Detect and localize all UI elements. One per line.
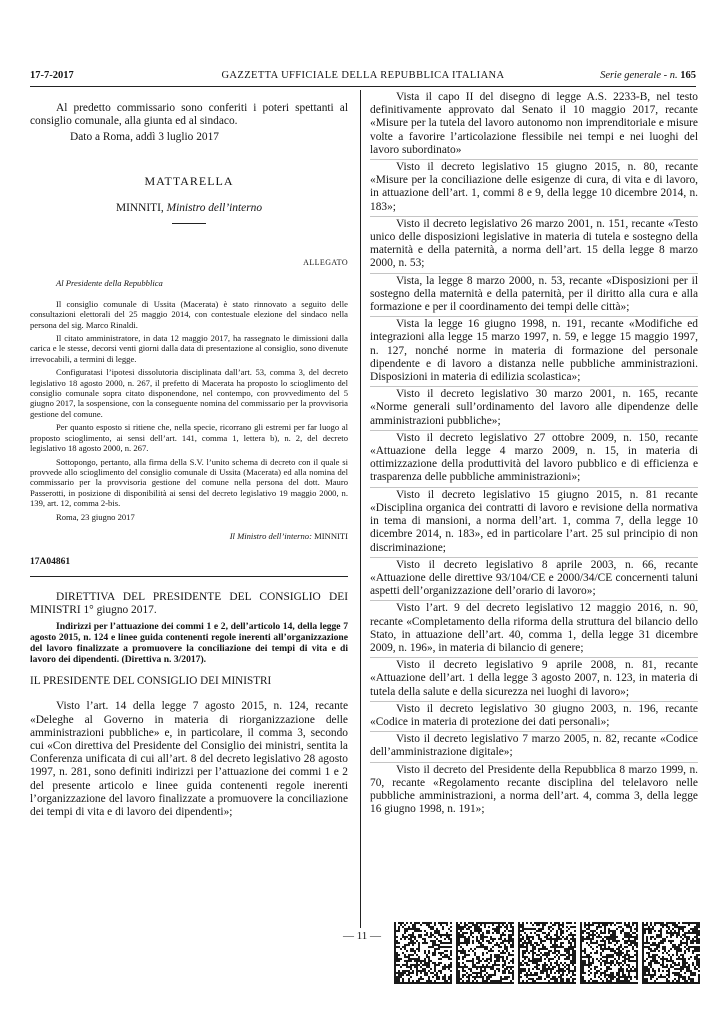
report-signature: Il Ministro dell’interno: MINNITI bbox=[229, 530, 348, 541]
signature-president: MATTARELLA bbox=[144, 173, 234, 188]
recital: Vista, la legge 8 marzo 2000, n. 53, recante «Disposizioni per il sostegno della maternità e della paternità, per il diritto alla cura e alla formazione e per il coordinamento dei tempi delle città»; bbox=[370, 274, 698, 318]
recital: Vista il capo II del disegno di legge A.S. 2233-B, nel testo definitivamente approvato dal Senato il 10 maggio 2017, recante «Misure per la tutela del lavoro autonomo non imprenditoriale e misure volte a favorire l’articolazione flessibile nei tempi e nei luoghi del lavoro subordinato» bbox=[370, 90, 698, 160]
recital: Visto il decreto legislativo 30 giugno 2003, n. 196, recante «Codice in materia di protezione dei dati personali»; bbox=[370, 702, 698, 732]
right-column bbox=[370, 90, 698, 818]
recital: Visto il decreto legislativo 30 marzo 2001, n. 165, recante «Norme generali sull’ordinamento del lavoro alle dipendenze delle amministrazioni pubbliche»; bbox=[370, 387, 698, 431]
issuer-heading: IL PRESIDENTE DEL CONSIGLIO DEI MINISTRI bbox=[30, 675, 272, 688]
page-header bbox=[30, 70, 696, 86]
recital: Visto il decreto legislativo 8 aprile 2003, n. 66, recante «Attuazione delle direttive 93/104/CE e 2000/34/CE concernenti taluni aspetti dell’organizzazione dell’orario di lavoro»; bbox=[370, 558, 698, 602]
header-issue: Serie generale - n. 165 bbox=[600, 70, 696, 81]
signature-rule bbox=[172, 223, 206, 224]
recital: Visto il decreto legislativo 15 giugno 2015, n. 80, recante «Misure per la conciliazione delle esigenze di cura, di vita e di lavoro, in attuazione dell’art. 1, commi 8 e 9, della legge 10 dicembre 2014, n. 183»; bbox=[370, 160, 698, 217]
date-line: Dato a Roma, addì 3 luglio 2017 bbox=[70, 131, 220, 144]
paragraph: Visto l’art. 14 della legge 7 agosto 2015, n. 124, recante «Deleghe al Governo in materia di riorganizzazione delle amministrazioni pubbliche» e, in particolare, il comma 3, secondo cui «Con direttiva del Presidente del Consiglio dei ministri, sentita la Conferenza unificata di cui all’art. 8 del decreto legislativo 28 agosto 1997, n. 281, sono definiti indirizzi per l’attuazione dei commi 1 e 2 del presente articolo e linee guida contenenti regole inerenti l’organizzazione del lavoro finalizzate a promuovere la conciliazione dei tempi di vita e di lavoro dei dipendenti»; bbox=[30, 700, 348, 818]
recital: Visto il decreto legislativo 7 marzo 2005, n. 82, recante «Codice dell’amministrazione digitale»; bbox=[370, 732, 698, 762]
signature-minister: MINNITI, Ministro dell’interno bbox=[115, 201, 263, 214]
recital: Visto il decreto legislativo 15 giugno 2015, n. 81 recante «Disciplina organica dei contratti di lavoro e revisione della normativa in tema di mansioni, a norma dell’art. 1, comma 7, della legge 10 dicembre 2014, n. 183», ed in particolare l’art. 25 sul principio di non discriminazione; bbox=[370, 488, 698, 558]
report-paragraph: Il citato amministratore, in data 12 maggio 2017, ha rassegnato le dimissioni dalla carica e le stesse, decorsi venti giorni dalla data di presentazione al consiglio, sono divenute irrevocabili, a termini di legge. bbox=[30, 333, 348, 364]
header-date: 17-7-2017 bbox=[30, 70, 74, 81]
directive-subtitle: Indirizzi per l’attuazione dei commi 1 e 2, dell’articolo 14, della legge 7 agosto 2015, n. 124 e linee guida contenenti regole inerenti all’organizzazione del lavoro finalizzate a promuovere la conciliazione dei tempi di vita e di lavoro dei dipendenti. (Direttiva n. 3/2017). bbox=[30, 621, 348, 666]
report-paragraph: Per quanto esposto si ritiene che, nella specie, ricorrano gli estremi per far luogo al proposto scioglimento, ai sensi dell’art. 141, comma 1, lettera b), n. 2, del decreto legislativo 18 agosto 2000, n. 267. bbox=[30, 422, 348, 454]
left-column bbox=[30, 90, 348, 822]
addressee: Al Presidente della Repubblica bbox=[56, 278, 163, 289]
recital: Visto il decreto del Presidente della Repubblica 8 marzo 1999, n. 70, recante «Regolamento recante disciplina del telelavoro nelle pubbliche amministrazioni, a norma dell’art. 4, comma 3, della legge 16 giugno 1998, n. 191»; bbox=[370, 763, 698, 816]
report-date: Roma, 23 giugno 2017 bbox=[56, 511, 135, 522]
paragraph: Al predetto commissario sono conferiti i poteri spettanti al consiglio comunale, alla giunta ed al sindaco. bbox=[30, 102, 348, 128]
section-rule bbox=[30, 576, 348, 577]
recital: Visto il decreto legislativo 26 marzo 2001, n. 151, recante «Testo unico delle disposizioni legislative in materia di tutela e sostegno della maternità e della paternità, a norma dell’art. 15 della legge 8 marzo 2000, n. 53; bbox=[370, 217, 698, 274]
recital: Visto il decreto legislativo 9 aprile 2008, n. 81, recante «Attuazione dell’art. 1 della legge 3 agosto 2007, n. 123, in materia di tutela della salute e della sicurezza nei luoghi di lavoro»; bbox=[370, 658, 698, 702]
document-code: 17A04861 bbox=[30, 557, 71, 568]
recital: Vista la legge 16 giugno 1998, n. 191, recante «Modifiche ed integrazioni alla legge 15 marzo 1997, n. 59, e legge 15 maggio 1997, n. 127, nonché norme in materia di formazione del personale dipendente e di lavoro a distanza nelle pubbliche amministrazioni. Disposizioni in materia di edilizia scolastica»; bbox=[370, 317, 698, 387]
page-number: — 11 — bbox=[342, 930, 382, 942]
report-paragraph: Sottopongo, pertanto, alla firma della S.V. l’unito schema di decreto con il quale si provvede allo scioglimento del consiglio comunale di Ussita (Macerata) ed alla nomina del commissario per la provvisoria gestione del comune nella persona del dott. Mauro Passerotti, in posizione di disponibilità ai sensi del decreto legislativo 19 maggio 2000, n. 139, art. 12, comma 2-bis. bbox=[30, 456, 348, 509]
directive-title: DIRETTIVA DEL PRESIDENTE DEL CONSIGLIO DEI MINISTRI 1° giugno 2017. bbox=[30, 590, 348, 616]
recital: Visto il decreto legislativo 27 ottobre 2009, n. 150, recante «Attuazione della legge 4 marzo 2009, n. 15, in materia di ottimizzazione della produttività del lavoro pubblico e di efficienza e trasparenza delle pubbliche amministrazioni»; bbox=[370, 431, 698, 488]
datamatrix-codes bbox=[394, 922, 700, 984]
allegato-label: ALLEGATO bbox=[303, 258, 348, 268]
header-gazette-title: GAZZETTA UFFICIALE DELLA REPUBBLICA ITALIANA bbox=[221, 70, 505, 81]
recital: Visto l’art. 9 del decreto legislativo 12 maggio 2016, n. 90, recante «Completamento della riforma della struttura del bilancio dello Stato, in attuazione dell’art. 40, comma 1, della legge 31 dicembre 2009, n. 196», in materia di bilancio di genere; bbox=[370, 601, 698, 658]
column-divider bbox=[360, 90, 361, 928]
report-paragraph: Configuratasi l’ipotesi dissolutoria disciplinata dall’art. 53, comma 3, del decreto legislativo 18 agosto 2000, n. 267, il prefetto di Macerata ha proposto lo scioglimento del consiglio comunale sopra citato disponendone, nel contempo, con provvedimento del 5 giugno 2017, la sospensione, con la conseguente nomina del commissario per la provvisoria gestione del comune. bbox=[30, 367, 348, 419]
header-rule bbox=[30, 86, 696, 87]
report-paragraph: Il consiglio comunale di Ussita (Macerata) è stato rinnovato a seguito delle consultazioni elettorali del 25 maggio 2014, con contestuale elezione del sindaco nella persona del sig. Marco Rinaldi. bbox=[30, 298, 348, 330]
